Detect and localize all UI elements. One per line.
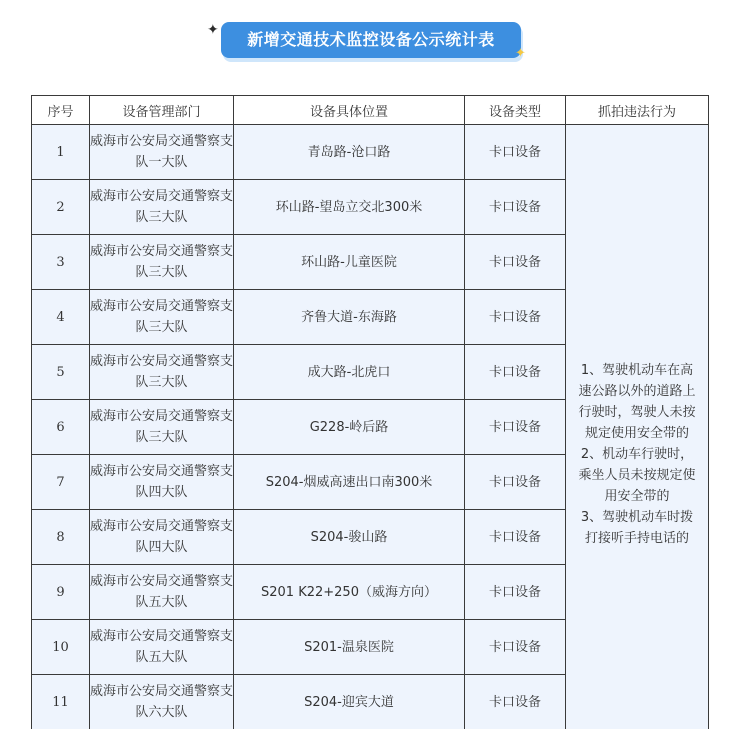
stats-table — [31, 95, 709, 729]
behavior-line: 1、驾驶机动车在高 — [580, 363, 694, 378]
cell-seq: 8 — [32, 510, 90, 565]
header-dept: 设备管理部门 — [90, 96, 234, 125]
cell-location: 环山路-儿童医院 — [234, 235, 465, 290]
cell-dept: 威海市公安局交通警察支队五大队 — [90, 565, 234, 620]
behavior-line: 打接听手持电话的 — [584, 531, 689, 546]
cell-type: 卡口设备 — [465, 290, 566, 345]
cell-type: 卡口设备 — [465, 620, 566, 675]
cell-dept: 威海市公安局交通警察支队一大队 — [90, 125, 234, 180]
behavior-line: 行驶时，驾驶人未按 — [578, 405, 696, 420]
header-location: 设备具体位置 — [234, 96, 465, 125]
cell-dept: 威海市公安局交通警察支队三大队 — [90, 180, 234, 235]
cell-type: 卡口设备 — [465, 180, 566, 235]
cell-type: 卡口设备 — [465, 125, 566, 180]
cell-location: 成大路-北虎口 — [234, 345, 465, 400]
behavior-line: 速公路以外的道路上 — [578, 384, 696, 399]
cell-type: 卡口设备 — [465, 565, 566, 620]
cell-seq: 3 — [32, 235, 90, 290]
behavior-line: 3、驾驶机动车时拨 — [580, 510, 694, 525]
cell-seq: 9 — [32, 565, 90, 620]
table-body — [32, 125, 709, 729]
behavior-line: 用安全带的 — [604, 489, 670, 504]
cell-location: 齐鲁大道-东海路 — [234, 290, 465, 345]
header-type: 设备类型 — [465, 96, 566, 125]
cell-seq: 10 — [32, 620, 90, 675]
cell-seq: 4 — [32, 290, 90, 345]
table-header-row — [32, 96, 709, 125]
cell-seq: 5 — [32, 345, 90, 400]
cell-behavior — [566, 125, 709, 729]
cell-type: 卡口设备 — [465, 510, 566, 565]
cell-type: 卡口设备 — [465, 675, 566, 729]
cell-seq: 11 — [32, 675, 90, 729]
sparkle-icon: ✦ — [207, 22, 219, 38]
cell-type: 卡口设备 — [465, 345, 566, 400]
cell-dept: 威海市公安局交通警察支队三大队 — [90, 400, 234, 455]
cell-seq: 1 — [32, 125, 90, 180]
cell-dept: 威海市公安局交通警察支队三大队 — [90, 290, 234, 345]
sparkle-icon: ✦ — [515, 46, 526, 61]
cell-dept: 威海市公安局交通警察支队五大队 — [90, 620, 234, 675]
cell-location: 青岛路-沧口路 — [234, 125, 465, 180]
behavior-line: 乘坐人员未按规定使 — [578, 468, 696, 483]
cell-type: 卡口设备 — [465, 455, 566, 510]
cell-dept: 威海市公安局交通警察支队四大队 — [90, 455, 234, 510]
header-seq: 序号 — [32, 96, 90, 125]
page-title: 新增交通技术监控设备公示统计表 — [221, 22, 521, 58]
cell-location: S201-温泉医院 — [234, 620, 465, 675]
cell-seq: 6 — [32, 400, 90, 455]
cell-type: 卡口设备 — [465, 400, 566, 455]
cell-location: G228-岭后路 — [234, 400, 465, 455]
cell-dept: 威海市公安局交通警察支队三大队 — [90, 235, 234, 290]
table-row — [32, 125, 709, 180]
cell-dept: 威海市公安局交通警察支队三大队 — [90, 345, 234, 400]
cell-location: S204-烟威高速出口南300米 — [234, 455, 465, 510]
cell-dept: 威海市公安局交通警察支队四大队 — [90, 510, 234, 565]
behavior-line: 规定使用安全带的 — [584, 426, 689, 441]
cell-location: S201 K22+250（威海方向） — [234, 565, 465, 620]
behavior-line: 2、机动车行驶时， — [580, 447, 694, 462]
cell-seq: 2 — [32, 180, 90, 235]
cell-type: 卡口设备 — [465, 235, 566, 290]
title-banner — [207, 16, 527, 66]
cell-dept: 威海市公安局交通警察支队六大队 — [90, 675, 234, 729]
header-behavior: 抓拍违法行为 — [566, 96, 709, 125]
cell-location: 环山路-望岛立交北300米 — [234, 180, 465, 235]
cell-location: S204-骏山路 — [234, 510, 465, 565]
cell-seq: 7 — [32, 455, 90, 510]
cell-location: S204-迎宾大道 — [234, 675, 465, 729]
